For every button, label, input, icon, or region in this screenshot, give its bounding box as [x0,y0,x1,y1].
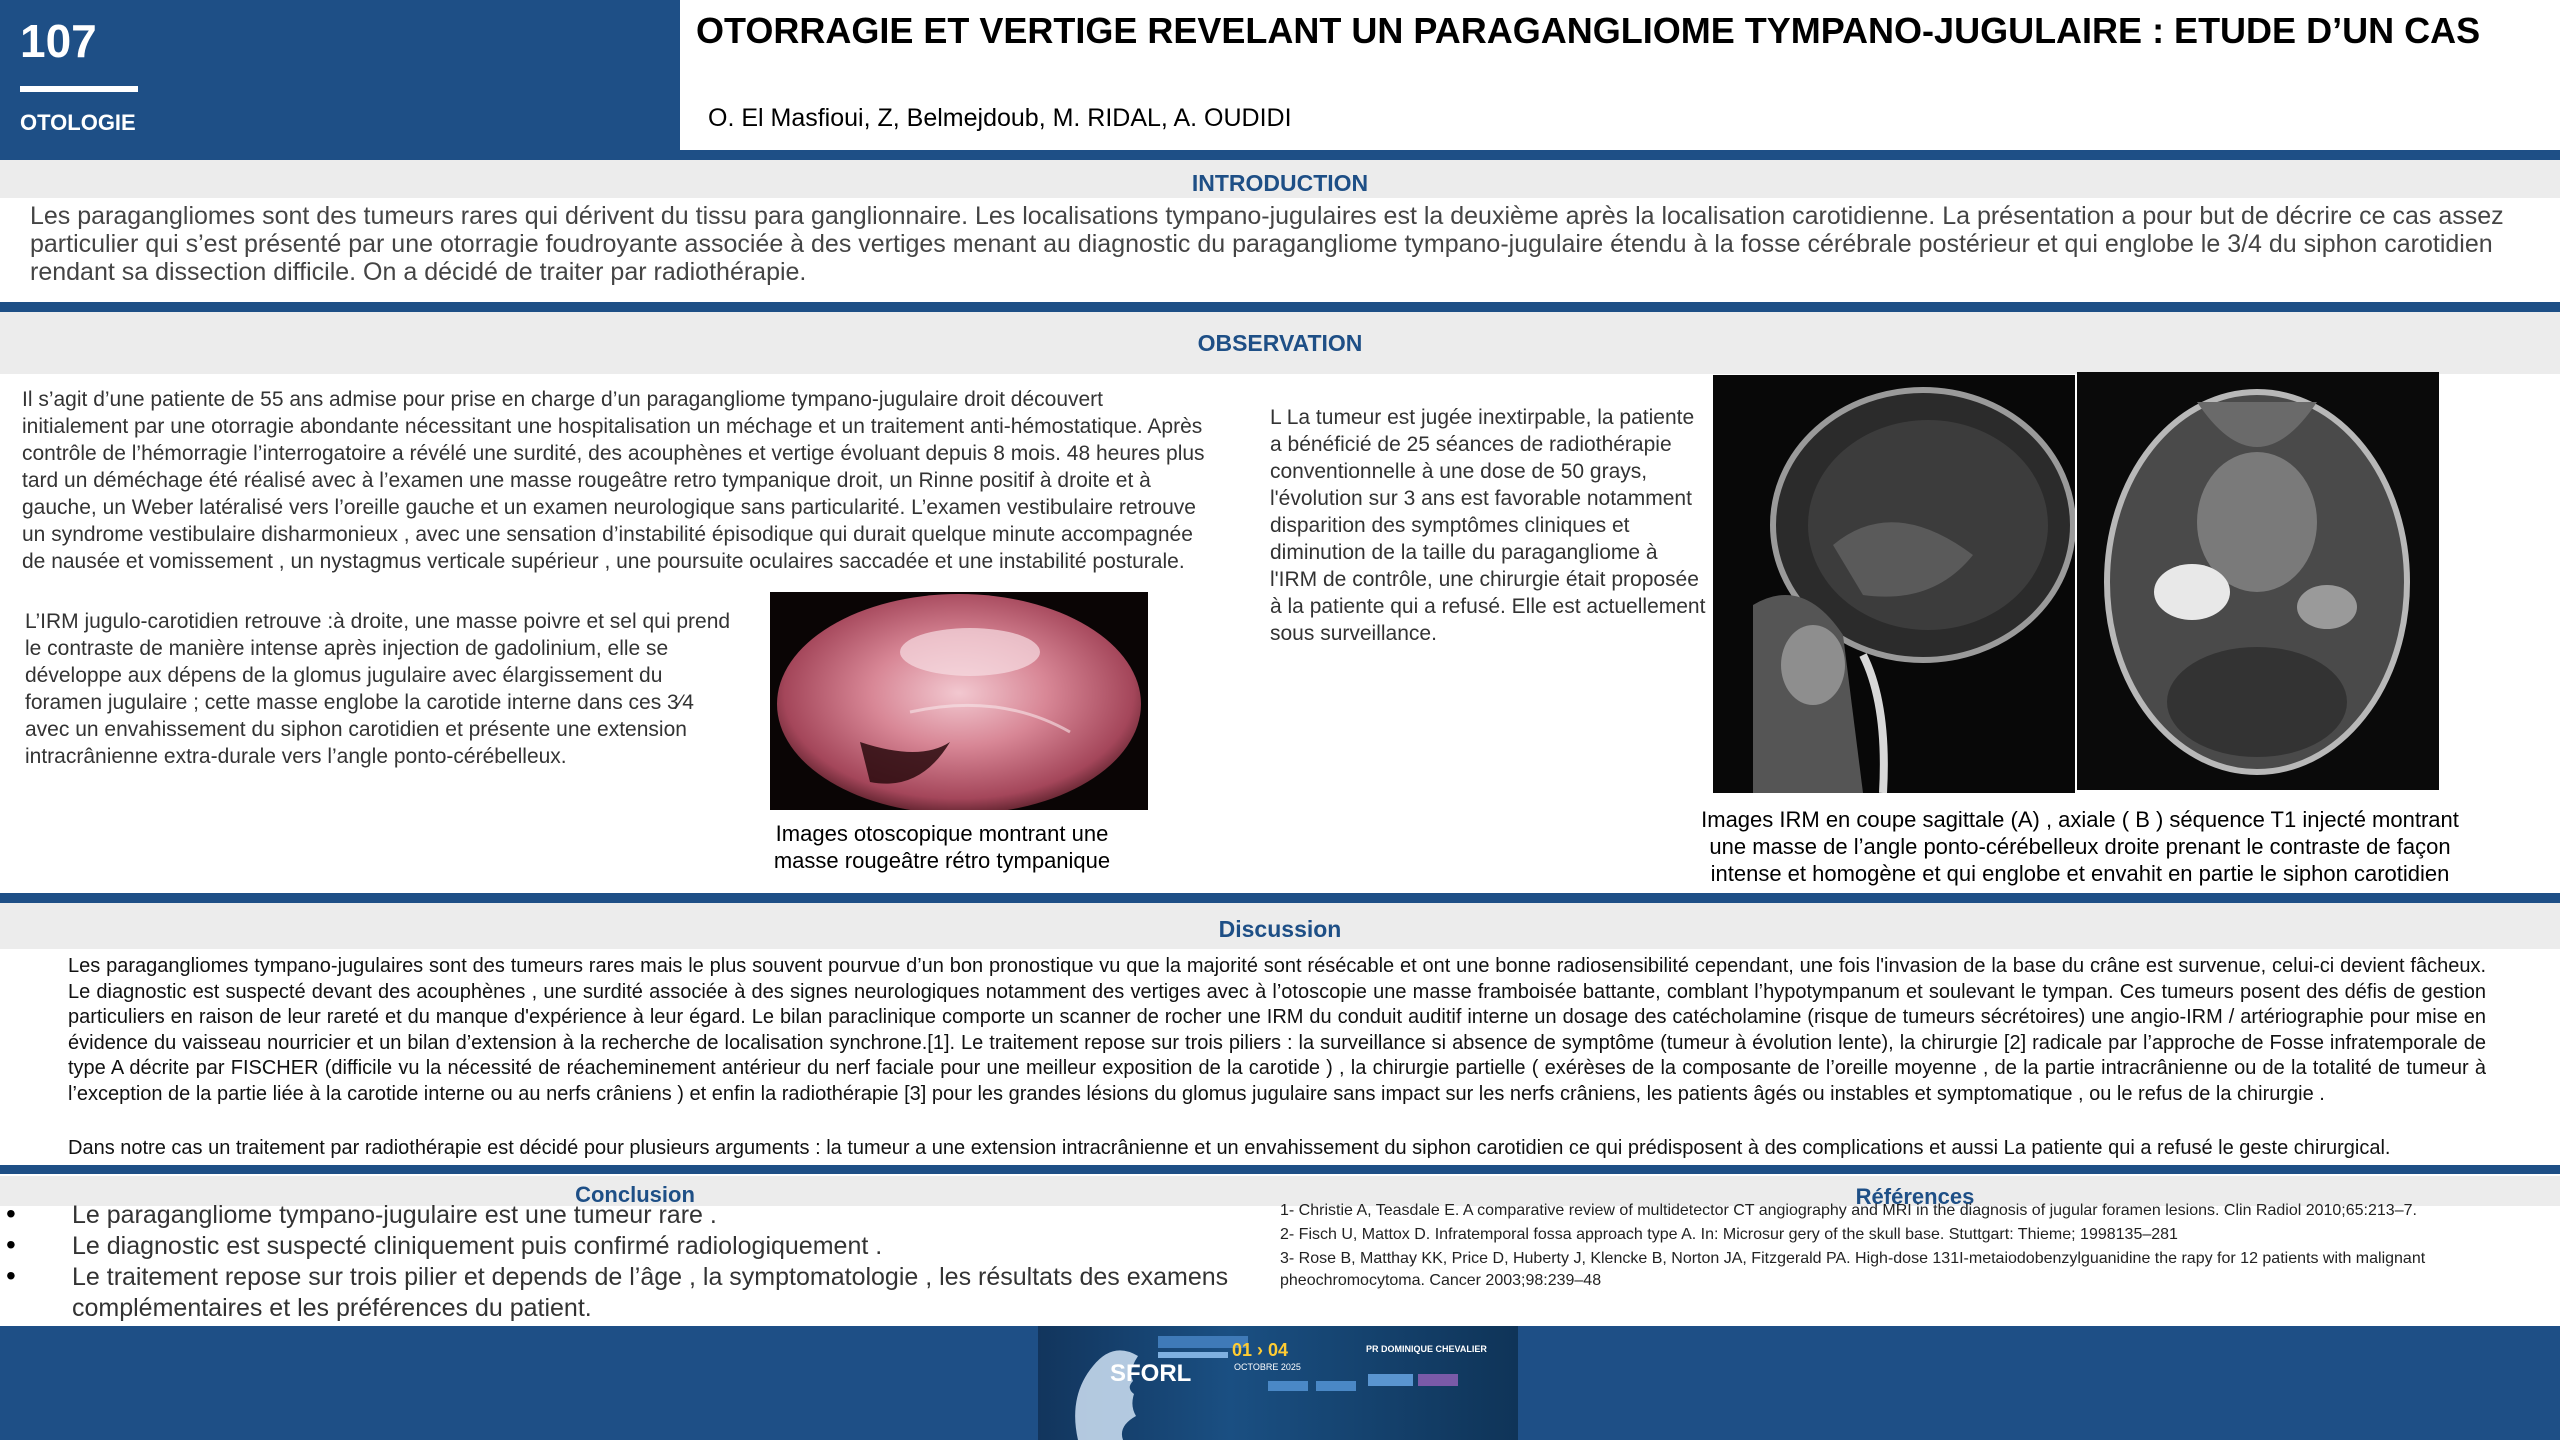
section-divider [0,1165,2560,1174]
reference-item: 1- Christie A, Teasdale E. A comparative review of multidetector CT angiography and MRI in the diagnosis of jugular foramen lesions. Clin Radiol 2010;65:213–7. [1280,1202,2417,1219]
discussion-text: Les paragangliomes tympano-jugulaires sont des tumeurs rares mais le plus souvent pourvue d’un bon pronostique vu que la majorité sont résécable et ont une bonne radiosensibilité cependant, une fois l'invasion de la base du crâne est survenue, celui-ci devient fâcheux. Le diagnostic est suspecté devant des acouphènes , une surdité associée à des signes neurologiques notamment des vertiges avec à l’otoscopie une masse framboisée battante, comblant l’hypotympanum et soulevant le tympan. Ces tumeurs posent des défis de gestion particuliers en raison de leur rareté et du manque d'expérience à leur égard. Le bilan paraclinique comporte un scanner de rocher une IRM du conduit auditif interne un dosage des catécholamine (risque de tumeurs sécrétoires) une angio-IRM / artériographie pour mise en évidence du vaisseau nourricier et un bilan d’extension à la recherche de localisation synchrone.[1]. Le traitement repose sur trois piliers : la surveillance si absence de symptôme (tumeur à évolution lente), la chirurgie [2] radicale par l’approche de Fosse infratemporale de type A décrite par FISCHER (difficile vu la nécessité de réacheminement antérieur du nerf faciale pour une meilleur exposition de la carotide ) , la chirurgie partielle ( exérèses de la composante de l’oreille moyenne , de la partie intracrânienne ou de la totalité de tumeur à l’exception de la partie liée à la carotide interne ou au nerfs crâniens ) et enfin la radiothérapie [3] pour les grandes lésions du glomus jugulaire sans impact sur les nerfs crâniens, les patients âgés ou instables et symptomatique , ou le refus de la chirurgie . [68,955,2486,1105]
mri-sagittal-image [1713,375,2075,793]
list-item: • Le traitement repose sur trois pilier et depends de l’âge , la symptomatologie , les résultats des examens complémentaires et les préférences du patient. [6,1260,1229,1322]
header-divider [20,86,138,92]
list-item: • Le paragangliome tympano-jugulaire est une tumeur rare . [6,1198,717,1229]
introduction-text: Les paragangliomes sont des tumeurs rares qui dérivent du tissu para ganglionnaire. Les localisations tympano-jugulaires est la deuxième après la localisation carotidienne. La présentation a pour but de décrire ce cas assez particulier qui s’est présenté par une otorragie foudroyante associée à des vertiges menant au diagnostic du paragangliome tympano-jugulaire étendu à la fosse cérébrale postérieur et qui englobe le 3/4 du siphon carotidien rendant sa dissection difficile. On a décidé de traiter par radiothérapie. [30,202,2504,286]
list-item: • Le diagnostic est suspecté cliniquement puis confirmé radiologiquement . [6,1229,883,1260]
discussion-conclusion-text: Dans notre cas un traitement par radiothérapie est décidé pour plusieurs arguments : la tumeur a une extension intracrânienne et un envahissement du siphon carotidien ce qui prédisposent à des complications et aussi La patiente qui a refusé le geste chirurgical. [68,1137,2391,1159]
poster-number: 107 [20,15,97,67]
section-label: OTOLOGIE [20,110,136,135]
introduction-heading: INTRODUCTION [0,160,2560,198]
bullet-icon: • [6,1260,16,1291]
conclusion-list [0,1200,1270,1324]
congress-banner [1038,1326,1518,1440]
reference-item: 2- Fisch U, Mattox D. Infratemporal fossa approach type A. In: Microsur gery of the skull base. Stuttgart: Thieme; 1998135–281 [1280,1226,2178,1243]
banner-president: PR DOMINIQUE CHEVALIER [1366,1344,1487,1354]
reference-item: 3- Rose B, Matthay KK, Price D, Huberty J, Klencke B, Norton JA, Fitzgerald PA. High-dose 131I-metaiodobenzylguanidine the rapy for 12 patients with malignant pheochromocytoma. Cancer 2003;98:239–48 [1280,1250,2426,1289]
section-divider [0,302,2560,312]
authors: O. El Masfioui, Z, Belmejdoub, M. RIDAL, A. OUDIDI [708,104,1292,132]
references-heading: Références [1270,1176,2560,1206]
observation-case-text: Il s’agit d’une patiente de 55 ans admise pour prise en charge d’un paragangliome tympano-jugulaire droit découvert initialement par une otorragie abondante nécessitant une hospitalisation un méchage et un traitement anti-hémostatique. Après contrôle de l’hémorragie l’interrogatoire a révélé une surdité, des acouphènes et vertige évoluant depuis 8 mois. 48 heures plus tard un déméchage été réalisé avec à l’examen une masse rougeâtre retro tympanique droit, un Rinne positif à droite et à gauche, un Weber latéralisé vers l’oreille gauche et un examen neurologique sans particularité. L’examen vestibulaire retrouve un syndrome vestibulaire disharmonieux , avec une sensation d’instabilité épisodique qui durait quelque minute accompagnée de nausée et vomissement , un nystagmus verticale supérieur , une poursuite oculaires saccadée et une instabilité posturale. [22,388,1205,573]
mri-caption: Images IRM en coupe sagittale (A) , axiale ( B ) séquence T1 injecté montrant une masse de l’angle ponto-cérébelleux droite prenant le contraste de façon intense et homogène et qui englobe et envahit en partie le siphon carotidien [1701,807,2459,886]
banner-month: OCTOBRE 2025 [1234,1362,1301,1372]
observation-heading: OBSERVATION [0,312,2560,374]
otoscopy-caption: Images otoscopique montrant une masse rougeâtre rétro tympanique [773,821,1111,873]
discussion-heading: Discussion [0,903,2560,949]
poster-title: OTORRAGIE ET VERTIGE REVELANT UN PARAGANGLIOME TYMPANO-JUGULAIRE : ETUDE D’UN CAS [696,10,2481,51]
conclusion-heading: Conclusion [0,1176,1270,1206]
references-list [1280,1200,2540,1292]
observation-treatment-text: L La tumeur est jugée inextirpable, la patiente a bénéficié de 25 séances de radiothérapie conventionnelle à une dose de 50 grays, l'évolution sur 3 ans est favorable notamment disparition des symptômes cliniques et diminution de la taille du paragangliome à l'IRM de contrôle, une chirurgie était proposée à la patiente qui a refusé. Elle est actuellement sous surveillance. [1270,406,1706,645]
mri-axial-image [2077,372,2439,790]
section-divider [0,893,2560,903]
section-divider [0,150,2560,160]
banner-org: SFORL [1110,1360,1192,1387]
otoscopy-image [770,592,1148,810]
banner-dates: 01 › 04 [1232,1340,1289,1360]
bullet-icon: • [6,1229,16,1260]
bullet-icon: • [6,1198,16,1229]
observation-mri-text: L’IRM jugulo-carotidien retrouve :à droite, une masse poivre et sel qui prend le contraste de manière intense après injection de gadolinium, elle se développe aux dépens de la glomus jugulaire avec élargissement du foramen jugulaire ; cette masse englobe la carotide interne dans ces 3⁄4 avec un envahissement du siphon carotidien et présente une extension intracrânienne extra-durale vers l’angle ponto-cérébelleux. [25,610,731,768]
